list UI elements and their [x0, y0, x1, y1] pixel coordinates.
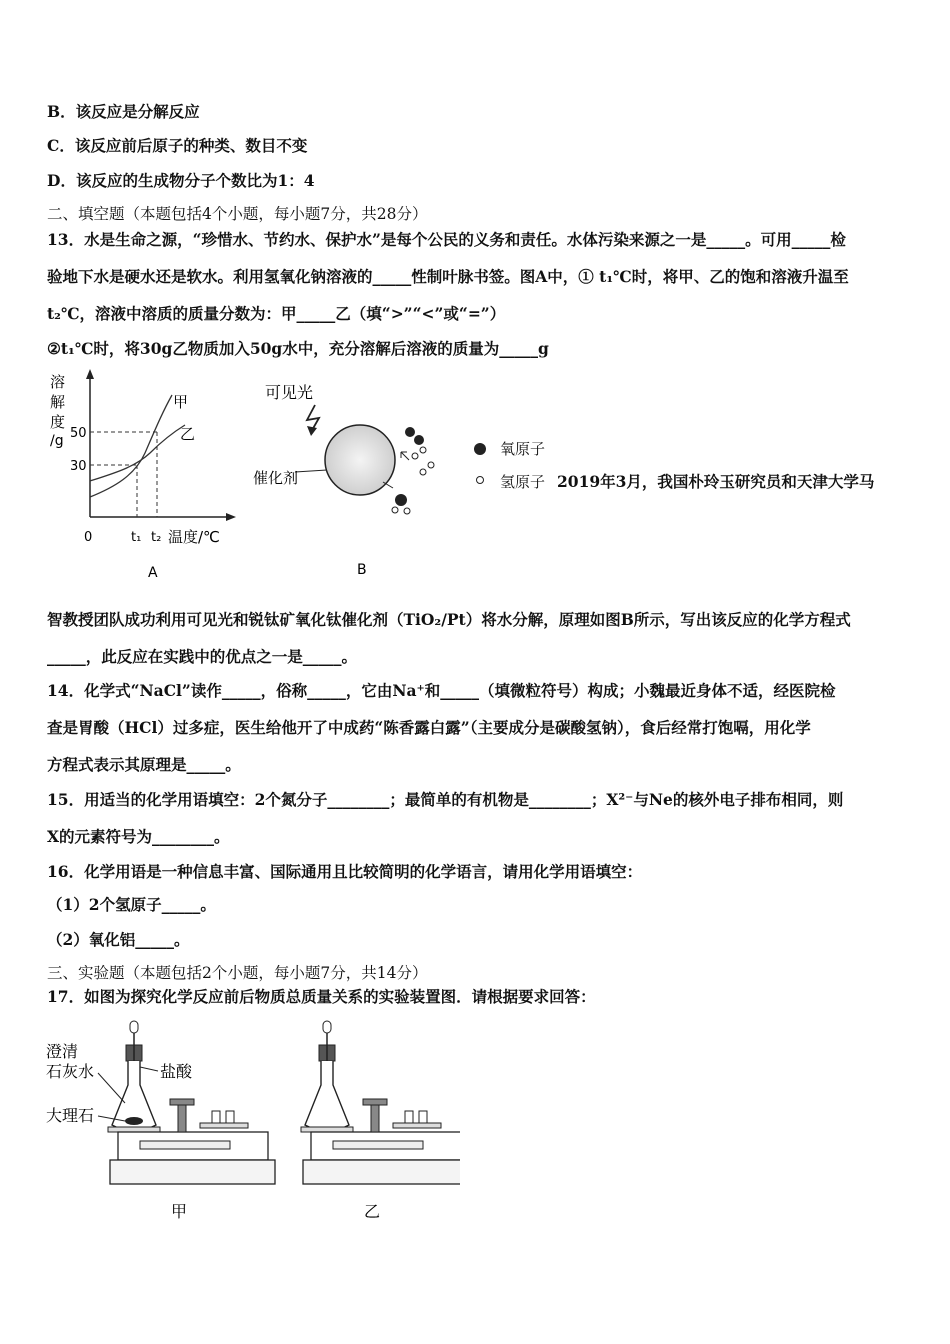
marble-icon — [125, 1117, 143, 1125]
pointer-acid — [140, 1067, 158, 1071]
tick-30: 30 — [70, 459, 87, 474]
o2-atom-icon — [414, 435, 424, 445]
q13-line4: ②t₁℃时，将30g乙物质加入50g水中，充分溶解后溶液的质量为_____g — [47, 339, 549, 358]
h-atom-icon — [420, 469, 426, 475]
caption-yi: 乙 — [364, 1202, 381, 1221]
balance-experiment-diagram — [40, 1015, 460, 1235]
h-atom-icon — [428, 462, 434, 468]
marble-label: 大理石 — [46, 1106, 95, 1125]
q13-line6: 智教授团队成功利用可见光和锐钛矿氧化钛催化剂（TiO₂/Pt）将水分解，原理如图B所示，写出该反应的化学方程式 — [47, 610, 851, 629]
q13-line2: 验地下水是硬水还是软水。利用氢氧化钠溶液的_____性制叶脉书签。图A中，① t₁℃时，将甲、乙的饱和溶液升温至 — [47, 267, 849, 286]
weight-icon — [212, 1111, 220, 1123]
q16-item2: （2）氧化铝_____。 — [47, 930, 190, 949]
caption-jia: 甲 — [171, 1202, 188, 1221]
reaction-arrow-icon — [401, 452, 409, 460]
weight-icon — [405, 1111, 413, 1123]
balance-base — [110, 1160, 275, 1184]
scale-bar — [333, 1141, 423, 1149]
y-label-3: 度 — [50, 413, 66, 431]
q16-item1: （1）2个氢原子_____。 — [47, 895, 216, 914]
option-b: B．该反应是分解反应 — [47, 102, 200, 121]
x-axis-arrow — [226, 513, 236, 521]
y-label-4: /g — [50, 433, 64, 449]
lightning-arrow-icon — [307, 426, 317, 436]
pointer-lime — [98, 1073, 125, 1103]
setup-yi — [301, 1021, 460, 1184]
option-c: C．该反应前后原子的种类、数目不变 — [47, 136, 308, 155]
tick-t2: t₂ — [151, 530, 162, 545]
scale-bar — [140, 1141, 230, 1149]
pillar — [178, 1105, 186, 1132]
label-jia: 甲 — [173, 393, 189, 411]
catalyst-label: 催化剂 — [253, 469, 299, 487]
section-3-heading: 三、实验题（本题包括2个小题，每小题7分，共14分） — [47, 964, 428, 982]
tick-t1: t₁ — [131, 530, 142, 545]
q13-line5-tail: 2019年3月，我国朴玲玉研究员和天津大学马 — [557, 472, 875, 491]
origin-label: 0 — [84, 530, 93, 545]
caption-b: B — [357, 562, 367, 578]
h-atom-icon — [420, 447, 426, 453]
catalyst-sphere — [325, 425, 395, 495]
legend-oxygen-label: 氧原子 — [500, 440, 546, 458]
q13-line1: 13．水是生命之源，“珍惜水、节约水、保护水”是每个公民的义务和责任。水体污染来源之一是_____。可用_____检 — [47, 230, 846, 249]
h-atom-icon — [412, 453, 418, 459]
lime-label-2: 石灰水 — [46, 1062, 95, 1081]
balance-base — [303, 1160, 460, 1184]
weight-icon — [419, 1111, 427, 1123]
legend-oxygen-icon — [474, 443, 486, 455]
y-label-1: 溶 — [50, 373, 66, 391]
o2-atom-icon — [405, 427, 415, 437]
photocatalysis-diagram — [245, 370, 495, 580]
q14-line3: 方程式表示其原理是_____。 — [47, 755, 241, 774]
q16-line1: 16．化学用语是一种信息丰富、国际通用且比较简明的化学语言，请用化学用语填空： — [47, 862, 643, 881]
q14-line2: 查是胃酸（HCl）过多症，医生给他开了中成药“陈香露白露”（主要成分是碳酸氢钠），食后经常打饱嗝，用化学 — [47, 718, 811, 737]
weight-icon — [226, 1111, 234, 1123]
solubility-chart — [40, 365, 240, 585]
pillar-cap — [363, 1099, 387, 1105]
q13-line3: t₂℃，溶液中溶质的质量分数为：甲_____乙（填“>”“<”或“=”） — [47, 304, 506, 323]
h-atom-icon — [404, 508, 410, 514]
legend-hydrogen-label: 氢原子 — [500, 473, 546, 491]
q17-stem: 17．如图为探究化学反应前后物质总质量关系的实验装置图．请根据要求回答： — [47, 987, 596, 1006]
h-atom-icon — [392, 507, 398, 513]
y-label-2: 解 — [50, 393, 66, 411]
water-o-atom-icon — [395, 494, 407, 506]
option-d: D．该反应的生成物分子个数比为1：4 — [47, 171, 315, 190]
q15-line1: 15．用适当的化学用语填空：2个氮分子________；最简单的有机物是________；X²⁻与Ne的核外电子排布相同，则 — [47, 790, 844, 809]
catalyst-pointer — [295, 470, 327, 472]
caption-a: A — [148, 565, 158, 581]
pillar — [371, 1105, 379, 1132]
setup-jia — [98, 1021, 275, 1184]
section-2-heading: 二、填空题（本题包括4个小题，每小题7分，共28分） — [47, 205, 428, 223]
dropper-bulb — [130, 1021, 138, 1033]
curve-jia — [90, 395, 172, 497]
visible-light-label: 可见光 — [265, 383, 314, 402]
right-pan — [393, 1123, 441, 1128]
tick-50: 50 — [70, 426, 87, 441]
pillar-cap — [170, 1099, 194, 1105]
x-axis-label: 温度/℃ — [168, 528, 220, 546]
q14-line1: 14．化学式“NaCl”读作_____，俗称_____，它由Na⁺和_____（填微粒符号）构成；小魏最近身体不适，经医院检 — [47, 681, 836, 700]
left-pan — [301, 1127, 353, 1132]
lime-label-1: 澄清 — [46, 1042, 79, 1061]
q13-line7: _____，此反应在实践中的优点之一是_____。 — [47, 647, 358, 666]
acid-label: 盐酸 — [160, 1062, 193, 1081]
y-axis-arrow — [86, 369, 94, 379]
q15-line2: X的元素符号为________。 — [47, 827, 230, 846]
right-pan — [200, 1123, 248, 1128]
legend-hydrogen-icon — [475, 475, 485, 485]
dropper-bulb — [323, 1021, 331, 1033]
label-yi: 乙 — [180, 425, 196, 443]
left-pan — [108, 1127, 160, 1132]
flask — [305, 1061, 349, 1131]
